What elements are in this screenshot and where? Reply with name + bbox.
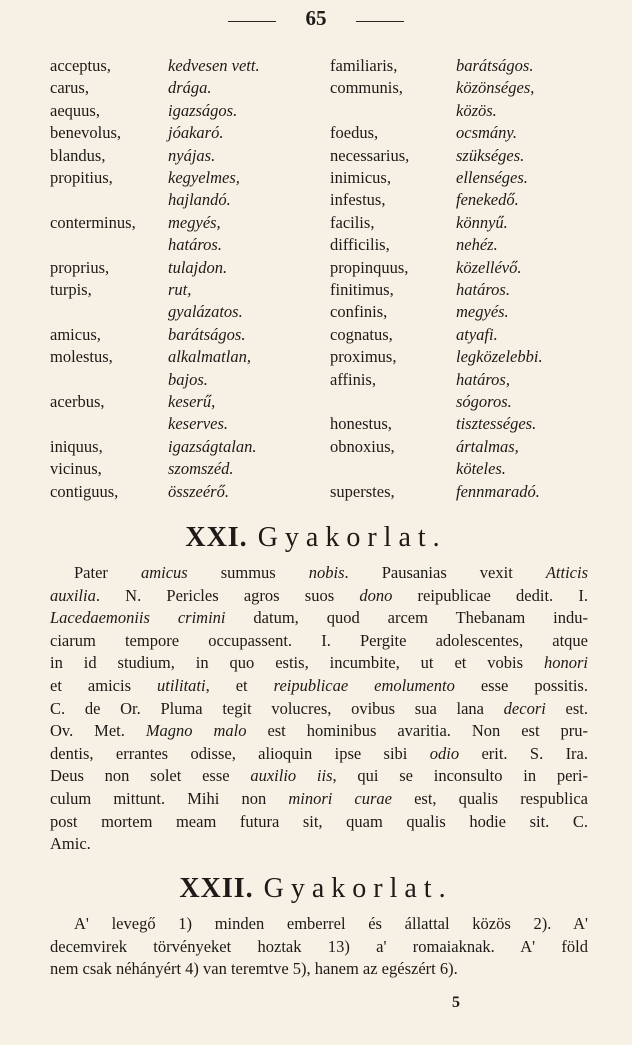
- hungarian-gloss: szükséges.: [456, 145, 525, 165]
- latin-term: obnoxius,: [330, 436, 395, 456]
- hungarian-gloss: legközelebbi.: [456, 347, 543, 367]
- hungarian-gloss: nehéz.: [456, 235, 498, 255]
- text-line: et amicis utilitati, et reipublicae emolumento esse possitis.: [50, 675, 588, 695]
- hungarian-gloss: keserves.: [168, 414, 229, 434]
- hungarian-gloss: fennmaradó.: [456, 481, 540, 501]
- latin-term: carus,: [50, 78, 89, 98]
- header-rule-left: [228, 21, 276, 22]
- hungarian-gloss: közönséges,: [456, 78, 535, 98]
- hungarian-gloss: jóakaró.: [168, 123, 224, 143]
- latin-term: turpis,: [50, 280, 92, 299]
- text-line: auxilia. N. Pericles agros suos dono reipublicae dedit. I.: [50, 585, 588, 605]
- vocab-row: [0, 302, 632, 324]
- hungarian-gloss: összeérő.: [168, 481, 229, 501]
- hungarian-gloss: keserű,: [168, 392, 216, 411]
- vocab-row: [0, 325, 632, 347]
- exercise-xxi-title: Gyakorlat.: [257, 522, 447, 553]
- hungarian-gloss: közös.: [456, 100, 497, 120]
- hungarian-gloss: határos,: [456, 369, 510, 389]
- exercise-xxi-heading: [0, 522, 632, 554]
- exercise-xxii-title: Gyakorlat.: [263, 873, 453, 904]
- vocab-row: [0, 190, 632, 212]
- text-line: Pater amicus summus nobis. Pausanias vexit Atticis: [74, 563, 588, 582]
- text-line: post mortem meam futura sit, quam qualis hodie sit. C.: [50, 811, 588, 831]
- latin-term: finitimus,: [330, 280, 394, 299]
- text-line: Lacedaemoniis crimini datum, quod arcem Thebanam indu-: [50, 608, 588, 628]
- vocab-row: [0, 213, 632, 235]
- hungarian-gloss: határos.: [168, 235, 222, 255]
- text-line: culum mittunt. Mihi non minori curae est, qualis respublica: [50, 788, 588, 808]
- text-line: Amic.: [50, 834, 91, 854]
- latin-term: inimicus,: [330, 168, 391, 187]
- hungarian-gloss: ártalmas,: [456, 436, 519, 456]
- page-header: [0, 6, 632, 32]
- hungarian-gloss: hajlandó.: [168, 190, 231, 210]
- latin-term: necessarius,: [330, 145, 410, 165]
- hungarian-gloss: tulajdon.: [168, 257, 228, 277]
- hungarian-gloss: alkalmatlan,: [168, 347, 251, 367]
- latin-term: conterminus,: [50, 212, 136, 232]
- exercise-xxii-text: [50, 913, 588, 981]
- latin-term: affinis,: [330, 369, 376, 389]
- latin-term: aequus,: [50, 100, 100, 120]
- text-line: dentis, errantes odisse, alioquin ipse sibi odio erit. S. Ira.: [50, 743, 589, 763]
- latin-term: confinis,: [330, 302, 388, 322]
- latin-term: iniquus,: [50, 436, 103, 456]
- latin-term: foedus,: [330, 123, 379, 143]
- hungarian-gloss: kedvesen vett.: [168, 56, 260, 75]
- hungarian-gloss: igazságtalan.: [168, 436, 257, 456]
- hungarian-gloss: igazságos.: [168, 100, 238, 120]
- hungarian-gloss: könnyű.: [456, 212, 508, 232]
- hungarian-gloss: szomszéd.: [168, 459, 234, 479]
- vocab-row: [0, 370, 632, 392]
- latin-term: infestus,: [330, 190, 386, 210]
- vocab-row: [0, 347, 632, 369]
- hungarian-gloss: gyalázatos.: [168, 302, 243, 322]
- latin-term: amicus,: [50, 324, 101, 344]
- exercise-xxi-number: XXI.: [185, 522, 248, 553]
- latin-term: propitius,: [50, 168, 113, 187]
- latin-term: acceptus,: [50, 56, 111, 75]
- text-line: ciarum tempore occupassent. I. Pergite adolescentes, atque: [50, 630, 588, 650]
- latin-term: honestus,: [330, 414, 392, 434]
- page-number: 65: [305, 6, 327, 30]
- text-line: A' levegő 1) minden emberrel és állattal közös 2). A': [74, 914, 588, 933]
- latin-term: benevolus,: [50, 123, 122, 143]
- hungarian-gloss: sógoros.: [456, 392, 512, 411]
- hungarian-gloss: barátságos.: [168, 324, 246, 344]
- hungarian-gloss: ocsmány.: [456, 123, 517, 143]
- hungarian-gloss: megyés.: [456, 302, 509, 322]
- vocab-row: [0, 392, 632, 414]
- vocab-row: [0, 56, 632, 78]
- exercise-xxii-number: XXII.: [179, 873, 254, 904]
- hungarian-gloss: drága.: [168, 78, 212, 98]
- latin-term: facilis,: [330, 212, 375, 232]
- text-line: Deus non solet esse auxilio iis, qui se inconsulto in peri-: [50, 766, 588, 786]
- header-rule-right: [356, 21, 404, 22]
- hungarian-gloss: fenekedő.: [456, 190, 519, 210]
- text-line: Ov. Met. Magno malo est hominibus avaritia. Non est pru-: [50, 721, 588, 741]
- latin-term: familiaris,: [330, 56, 398, 75]
- exercise-xxii-heading: [0, 873, 632, 905]
- hungarian-gloss: bajos.: [168, 369, 208, 389]
- text-line: in id studium, in quo estis, incumbite, ut et vobis honori: [50, 653, 588, 673]
- vocab-row: [0, 258, 632, 280]
- vocab-row: [0, 482, 632, 504]
- text-line: nem csak néhányért 4) van teremtve 5), hanem az egészért 6).: [50, 959, 458, 979]
- hungarian-gloss: barátságos.: [456, 56, 534, 75]
- text-line: decemvirek törvényeket hoztak 13) a' romaiaknak. A' föld: [50, 936, 588, 956]
- latin-term: cognatus,: [330, 324, 393, 344]
- vocab-row: [0, 146, 632, 168]
- latin-term: contiguus,: [50, 481, 119, 501]
- hungarian-gloss: kegyelmes,: [168, 168, 240, 187]
- latin-term: difficilis,: [330, 235, 390, 255]
- latin-term: molestus,: [50, 347, 113, 367]
- exercise-xxi-text: [50, 562, 588, 856]
- vocab-row: [0, 459, 632, 481]
- vocab-row: [0, 235, 632, 257]
- latin-term: superstes,: [330, 481, 395, 501]
- hungarian-gloss: rut,: [168, 280, 192, 299]
- hungarian-gloss: ellenséges.: [456, 168, 528, 187]
- hungarian-gloss: közellévő.: [456, 257, 522, 277]
- hungarian-gloss: megyés,: [168, 212, 221, 232]
- vocab-row: [0, 437, 632, 459]
- vocab-row: [0, 280, 632, 302]
- latin-term: acerbus,: [50, 392, 105, 411]
- latin-term: propinquus,: [330, 257, 409, 277]
- hungarian-gloss: köteles.: [456, 459, 506, 479]
- signature-mark: 5: [452, 994, 460, 1011]
- latin-term: proprius,: [50, 257, 110, 277]
- vocab-row: [0, 168, 632, 190]
- hungarian-gloss: tisztességes.: [456, 414, 537, 434]
- hungarian-gloss: atyafi.: [456, 324, 498, 344]
- hungarian-gloss: határos.: [456, 280, 510, 299]
- vocab-row: [0, 123, 632, 145]
- vocab-row: [0, 101, 632, 123]
- latin-term: communis,: [330, 78, 403, 98]
- latin-term: proximus,: [330, 347, 397, 367]
- hungarian-gloss: nyájas.: [168, 145, 216, 165]
- latin-term: vicinus,: [50, 459, 102, 479]
- text-line: C. de Or. Pluma tegit volucres, ovibus sua lana decori est.: [50, 698, 588, 718]
- vocab-row: [0, 414, 632, 436]
- vocab-row: [0, 78, 632, 100]
- latin-term: blandus,: [50, 145, 106, 165]
